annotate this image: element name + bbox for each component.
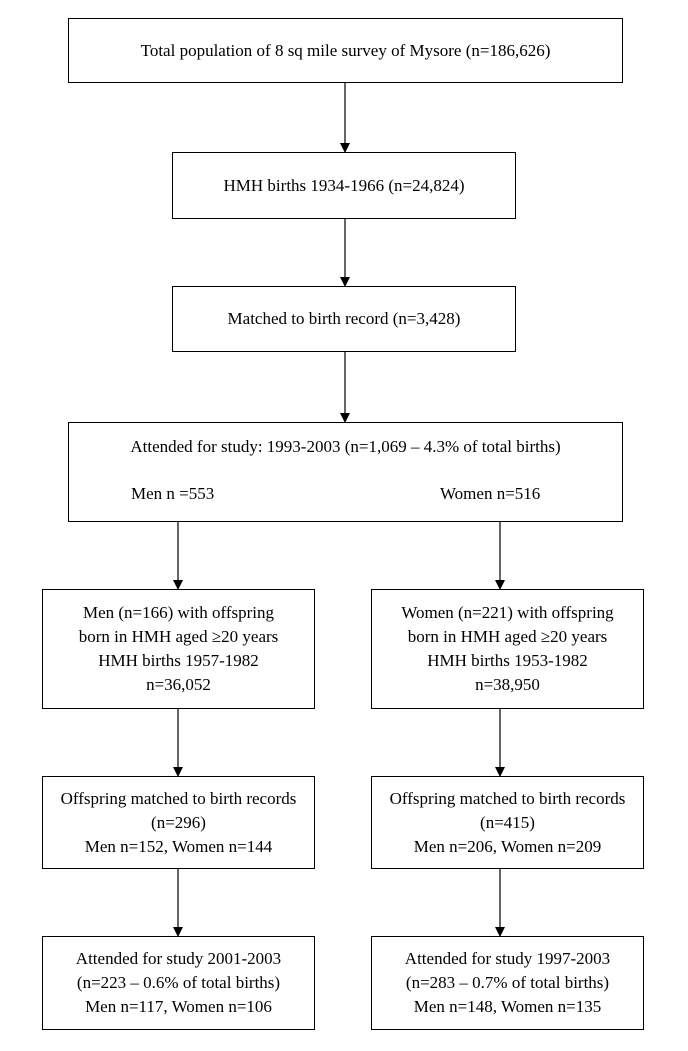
matched-birth-record-text: Matched to birth record (n=3,428) [227, 309, 461, 328]
attended-study-title: Attended for study: 1993-2003 (n=1,069 – 4.3% of total births) [130, 437, 561, 456]
matched-birth-record-box [172, 286, 516, 352]
women-offspring-line-2: born in HMH aged ≥20 years [407, 627, 608, 646]
attended-women-count: Women n=516 [440, 484, 541, 503]
attended-study-box [68, 422, 623, 522]
men-attended-line-3: Men n=117, Women n=106 [85, 997, 272, 1016]
women-offspring-parents-box [371, 589, 644, 709]
women-attended-line-3: Men n=148, Women n=135 [413, 997, 602, 1016]
men-offspring-parents-box [42, 589, 315, 709]
total-population-text: Total population of 8 sq mile survey of Mysore (n=186,626) [140, 40, 551, 60]
women-offspring-line-1: Women (n=221) with offspring [401, 603, 614, 622]
women-attended-line-2: (n=283 – 0.7% of total births) [405, 973, 610, 992]
men-attended-line-1: Attended for study 2001-2003 [75, 949, 282, 968]
men-attended-line-2: (n=223 – 0.6% of total births) [76, 973, 281, 992]
hmh-births-box [172, 152, 516, 219]
men-offspring-line-2: born in HMH aged ≥20 years [78, 627, 279, 646]
women-matched-line-2: (n=415) [480, 812, 535, 832]
attended-men-count: Men n =553 [131, 484, 215, 503]
men-attended-study-box [42, 936, 315, 1030]
men-offspring-matched-box [42, 776, 315, 869]
women-matched-line-3: Men n=206, Women n=209 [413, 836, 602, 856]
women-attended-line-1: Attended for study 1997-2003 [404, 949, 611, 968]
women-offspring-line-4: n=38,950 [475, 675, 540, 694]
men-offspring-line-3: HMH births 1957-1982 [98, 651, 259, 670]
men-offspring-line-4: n=36,052 [146, 675, 211, 694]
total-population-box [68, 18, 623, 83]
men-matched-line-3: Men n=152, Women n=144 [84, 836, 273, 856]
women-offspring-line-3: HMH births 1953-1982 [427, 651, 588, 670]
men-matched-line-2: (n=296) [151, 812, 206, 832]
women-attended-study-box [371, 936, 644, 1030]
women-offspring-matched-box [371, 776, 644, 869]
men-matched-line-1: Offspring matched to birth records [60, 788, 297, 808]
men-offspring-line-1: Men (n=166) with offspring [82, 603, 275, 622]
women-matched-line-1: Offspring matched to birth records [389, 788, 626, 808]
hmh-births-text: HMH births 1934-1966 (n=24,824) [223, 175, 465, 195]
